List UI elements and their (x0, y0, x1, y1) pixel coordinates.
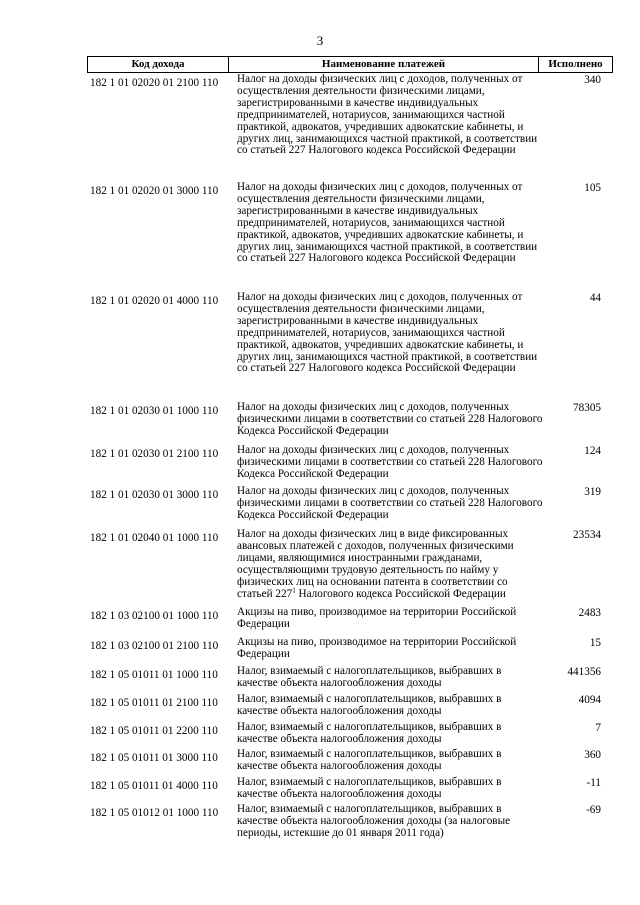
row-code: 182 1 01 02040 01 1000 110 (90, 532, 219, 544)
page-number: 3 (316, 33, 324, 48)
row-name-tail: Налогового кодекса Российской Федерации (295, 587, 506, 600)
row-name: Акцизы на пиво, производимое на территории Российской Федерации (237, 606, 517, 630)
row-code: 182 1 05 01011 01 4000 110 (90, 780, 218, 792)
row-amount: 7 (595, 722, 601, 734)
row-amount: 78305 (573, 402, 601, 414)
row-amount: 319 (584, 486, 601, 498)
row-name: Налог на доходы физических лиц с доходов, полученных физическими лицами в соответствии со статьей 228 Налогового Кодекса Российской Федерации (237, 485, 543, 521)
row-amount: 23534 (573, 529, 601, 541)
row-amount: 2483 (578, 607, 601, 619)
row-amount: 4094 (578, 694, 601, 706)
header-code: Код дохода (88, 57, 229, 73)
row-amount: -69 (586, 804, 601, 816)
row-code: 182 1 01 02030 01 2100 110 (90, 448, 219, 460)
table-header (87, 56, 613, 73)
row-name: Налог на доходы физических лиц с доходов, полученных физическими лицами в соответствии со статьей 228 Налогового Кодекса Российской Федерации (237, 444, 543, 480)
row-amount: -11 (586, 777, 601, 789)
row-amount: 360 (584, 749, 601, 761)
header-name: Наименование платежей (229, 57, 539, 73)
row-code: 182 1 03 02100 01 1000 110 (90, 610, 219, 622)
row-name: Налог, взимаемый с налогоплательщиков, выбравших в качестве объекта налогообложения доходы (237, 776, 502, 800)
row-amount: 124 (584, 445, 601, 457)
row-name: Налог, взимаемый с налогоплательщиков, выбравших в качестве объекта налогообложения доходы (237, 693, 502, 717)
row-name (237, 529, 543, 600)
row-code: 182 1 05 01011 01 2200 110 (90, 725, 218, 737)
row-name: Налог на доходы физических лиц с доходов, полученных от осуществления деятельности физическими лицами, зарегистрированными в качестве индивидуальных предпринимателей, нотариусов, занимающихся частной практикой, адвокатов, учредивших адвокатские кабинеты, и других лиц, занимающихся частной практикой, в соответствии со статьей 227 Налогового кодекса Российской Федерации (237, 73, 538, 157)
row-code: 182 1 03 02100 01 2100 110 (90, 640, 219, 652)
row-code: 182 1 01 02020 01 2100 110 (90, 77, 219, 89)
row-name: Акцизы на пиво, производимое на территории Российской Федерации (237, 636, 517, 660)
row-amount: 44 (589, 292, 601, 304)
row-code: 182 1 05 01011 01 3000 110 (90, 752, 218, 764)
row-code: 182 1 01 02030 01 3000 110 (90, 489, 219, 501)
header-amount: Исполнено (539, 57, 613, 73)
row-amount: 441356 (567, 666, 601, 678)
row-code: 182 1 01 02030 01 1000 110 (90, 405, 219, 417)
row-name: Налог, взимаемый с налогоплательщиков, выбравших в качестве объекта налогообложения доходы (за налоговые периоды, истекшие до 01 января 2011 года) (237, 803, 511, 839)
row-code: 182 1 01 02020 01 4000 110 (90, 295, 219, 307)
row-amount: 340 (584, 74, 601, 86)
row-amount: 15 (589, 637, 601, 649)
row-code: 182 1 05 01012 01 1000 110 (90, 807, 219, 819)
footnote-marker: 1 (292, 585, 296, 594)
row-code: 182 1 05 01011 01 2100 110 (90, 697, 218, 709)
row-name: Налог, взимаемый с налогоплательщиков, выбравших в качестве объекта налогообложения доходы (237, 665, 502, 689)
row-name: Налог, взимаемый с налогоплательщиков, выбравших в качестве объекта налогообложения доходы (237, 721, 502, 745)
row-code: 182 1 01 02020 01 3000 110 (90, 185, 219, 197)
row-code: 182 1 05 01011 01 1000 110 (90, 669, 218, 681)
row-name-main: Налог на доходы физических лиц в виде фиксированных авансовых платежей с доходов, полученных физическими лицами, являющимися иностранными гражданами, осуществляющими трудовую деятельность по найму у физических лиц на основании патента в соответствии со статьей 227 (237, 528, 514, 600)
row-name: Налог на доходы физических лиц с доходов, полученных физическими лицами в соответствии со статьей 228 Налогового Кодекса Российской Федерации (237, 401, 543, 437)
row-amount: 105 (584, 182, 601, 194)
row-name: Налог, взимаемый с налогоплательщиков, выбравших в качестве объекта налогообложения доходы (237, 748, 502, 772)
row-name: Налог на доходы физических лиц с доходов, полученных от осуществления деятельности физическими лицами, зарегистрированными в качестве индивидуальных предпринимателей, нотариусов, занимающихся частной практикой, адвокатов, учредивших адвокатские кабинеты, и других лиц, занимающихся частной практикой, в соответствии со статьей 227 Налогового кодекса Российской Федерации (237, 181, 538, 265)
row-name: Налог на доходы физических лиц с доходов, полученных от осуществления деятельности физическими лицами, зарегистрированными в качестве индивидуальных предпринимателей, нотариусов, занимающихся частной практикой, адвокатов, учредивших адвокатские кабинеты, и других лиц, занимающихся частной практикой, в соответствии со статьей 227 Налогового кодекса Российской Федерации (237, 291, 538, 375)
